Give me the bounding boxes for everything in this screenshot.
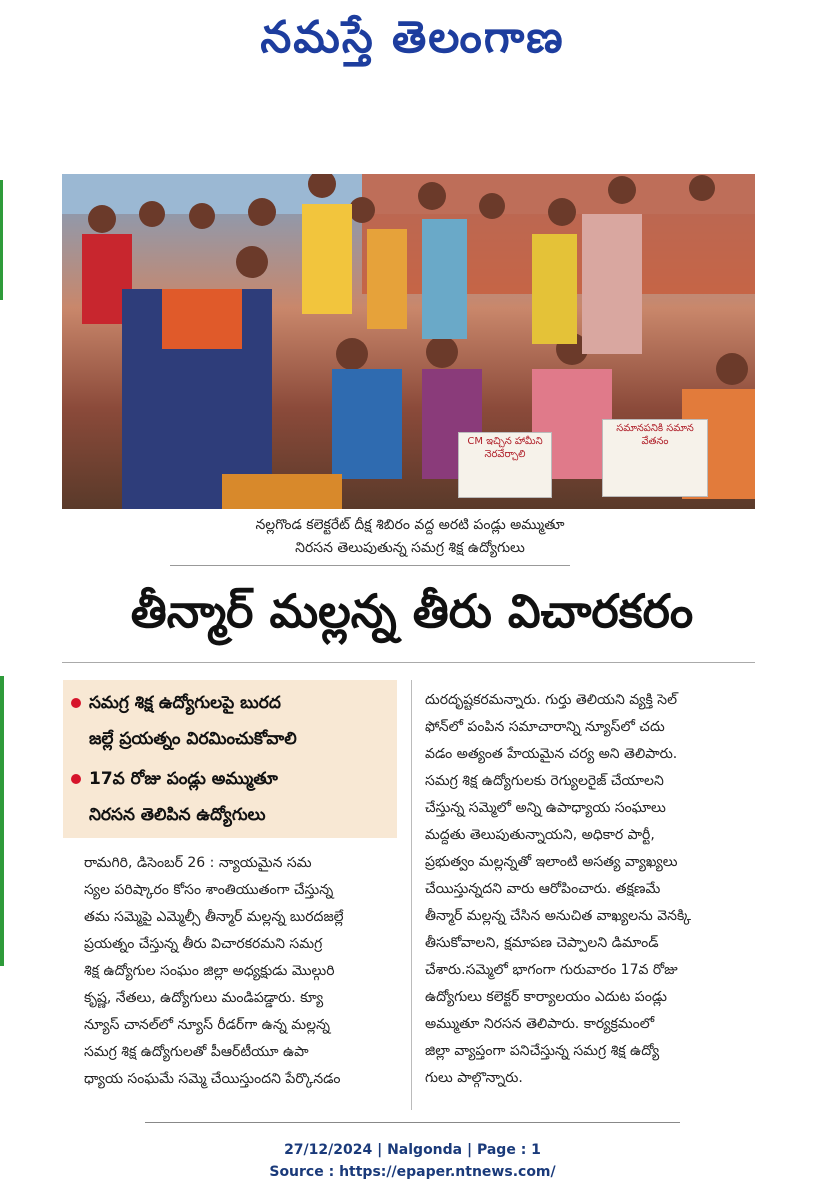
article-left-column bbox=[84, 850, 396, 1093]
column-divider bbox=[411, 680, 412, 1110]
article-line: శిక్ష ఉద్యోగుల సంఘం జిల్లా అధ్యక్షుడు మొల్గురి bbox=[84, 963, 335, 979]
masthead-title: నమస్తే తెలంగాణ bbox=[260, 12, 565, 63]
article-line: ఫోన్‌లో పంపిన సమాచారాన్ని న్యూస్‌లో చదు bbox=[425, 719, 665, 735]
article-line: వడం అత్యంత హేయమైన చర్య అని తెలిపారు. bbox=[425, 746, 678, 762]
article-line: అమ్ముతూ నిరసన తెలిపారు. కార్యక్రమంలో bbox=[425, 1016, 655, 1032]
highlight-item: సమగ్ర శిక్ష ఉద్యోగులపై బురద bbox=[71, 686, 281, 720]
article-right-column bbox=[425, 687, 759, 1092]
article-line: స్యల పరిష్కారం కోసం శాంతియుతంగా చేస్తున్న bbox=[84, 882, 334, 898]
masthead bbox=[0, 0, 825, 80]
highlight-item: జల్లే ప్రయత్నం విరమించుకోవాలి bbox=[89, 729, 297, 749]
photo-placard: CM ఇచ్చిన హామీని నెరవేర్చాలి bbox=[458, 432, 552, 498]
article-line: సమగ్ర శిక్ష ఉద్యోగులకు రెగ్యులరైజ్ చేయాలని bbox=[425, 773, 664, 789]
headline: తీన్మార్ మల్లన్న తీరు విచారకరం bbox=[130, 584, 694, 638]
article-line: చేస్తున్న సమ్మెలో అన్ని ఉపాధ్యాయ సంఘాలు bbox=[425, 800, 666, 816]
caption-line: నల్లగొండ కలెక్టరేట్ దీక్ష శిబిరం వద్ద అరటి పండ్లు అమ్ముతూ bbox=[255, 517, 565, 533]
highlights-box bbox=[63, 680, 397, 838]
highlight-item: 17వ రోజు పండ్లు అమ్ముతూ bbox=[71, 762, 278, 796]
article-line: కృష్ణ, నేతలు, ఉద్యోగులు మండిపడ్డారు. క్యూ bbox=[84, 990, 324, 1006]
highlight-item: నిరసన తెలిపిన ఉద్యోగులు bbox=[89, 805, 266, 825]
article-line: రామగిరి, డిసెంబర్ 26 : న్యాయమైన సమ bbox=[84, 855, 312, 871]
photo-fruit-crate bbox=[222, 474, 342, 509]
news-photo bbox=[62, 174, 755, 509]
article-line: తీసుకోవాలని, క్షమాపణ చెప్పాలని డిమాండ్ bbox=[425, 935, 659, 951]
article-line: సమగ్ర శిక్ష ఉద్యోగులతో పీఆర్‌టీయూ ఉపా bbox=[84, 1044, 309, 1060]
article-line: దురదృష్టకరమన్నారు. గుర్తు తెలియని వ్యక్తి సెల్ bbox=[425, 692, 678, 708]
bullet-icon bbox=[71, 774, 81, 784]
bottom-rule bbox=[145, 1122, 680, 1123]
article-line: తమ సమ్మెపై ఎమ్మెల్సీ తీన్మార్ మల్లన్న బురదజల్లే bbox=[84, 909, 344, 925]
article-line: ధ్యాయ సంఘమే సమ్మె చేయిస్తుందని పేర్కొనడం bbox=[84, 1071, 341, 1087]
article-line: గులు పాల్గొన్నారు. bbox=[425, 1070, 523, 1086]
article-line: మద్దతు తెలుపుతున్నాయని, అధికార పార్టీ, bbox=[425, 827, 655, 843]
headline-rule bbox=[62, 662, 755, 663]
article-line: చేయిస్తున్నదని వారు ఆరోపించారు. తక్షణమే bbox=[425, 881, 661, 897]
left-edge-strip bbox=[0, 180, 3, 300]
caption-rule bbox=[170, 565, 570, 566]
footer-meta: 27/12/2024 | Nalgonda | Page : 1 bbox=[284, 1142, 541, 1158]
article-line: తీన్మార్ మల్లన్న చేసిన అనుచిత వాఖ్యలను వెనక్కి bbox=[425, 908, 692, 924]
article-line: ప్రభుత్వం మల్లన్నతో ఇలాంటి అసత్య వ్యాఖ్యలు bbox=[425, 854, 678, 870]
article-line: చేశారు.సమ్మెలో భాగంగా గురువారం 17వ రోజు bbox=[425, 962, 678, 978]
article-line: జిల్లా వ్యాప్తంగా పనిచేస్తున్న సమగ్ర శిక్ష ఉద్యో bbox=[425, 1043, 660, 1059]
article-line: ఉద్యోగులు కలెక్టర్ కార్యాలయం ఎదుట పండ్లు bbox=[425, 989, 668, 1005]
caption-line: నిరసన తెలుపుతున్న సమగ్ర శిక్ష ఉద్యోగులు bbox=[295, 540, 525, 556]
article-line: న్యూస్ చానల్‌లో న్యూస్ రీడర్‌గా ఉన్న మల్లన్న bbox=[84, 1017, 330, 1033]
bullet-icon bbox=[71, 698, 81, 708]
article-line: ప్రయత్నం చేస్తున్న తీరు విచారకరమని సమగ్ర bbox=[84, 936, 323, 952]
footer-source-link[interactable]: Source : https://epaper.ntnews.com/ bbox=[269, 1164, 556, 1180]
left-edge-strip bbox=[0, 676, 4, 966]
photo-placard: సమానపనికి సమాన వేతనం bbox=[602, 419, 708, 497]
photo-caption bbox=[170, 514, 650, 560]
